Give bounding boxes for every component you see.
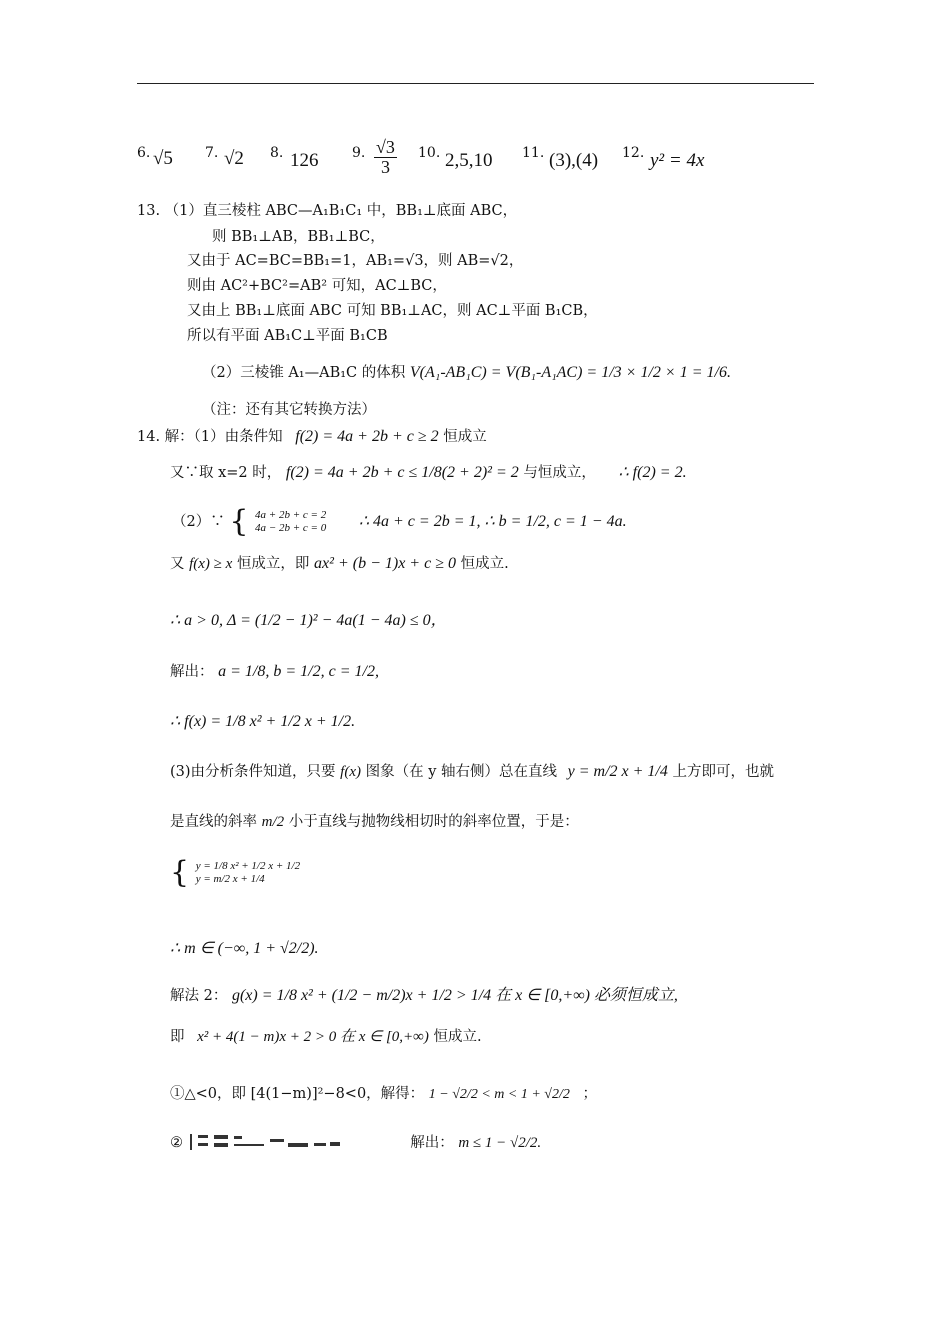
q14-l2-end: ∴ f(2) = 2. bbox=[618, 464, 687, 481]
q14-l10-system bbox=[196, 860, 300, 885]
q14-l3-text: （2）∵ bbox=[172, 514, 225, 530]
q14-l10-sys-1: y = 1/8 x² + 1/2 x + 1/2 bbox=[195, 860, 301, 873]
q13-note: （注：还有其它转换方法） bbox=[202, 402, 376, 418]
answer-7-number: 7. bbox=[205, 145, 219, 161]
q14-l8-a: (3)由分析条件知道，只要 bbox=[170, 764, 336, 780]
q14-l8-b: 图象（在 y 轴右侧）总在直线 bbox=[365, 764, 558, 780]
answer-10-value: 2,5,10 bbox=[445, 150, 493, 171]
q14-l2-tail: 与恒成立， bbox=[523, 465, 596, 481]
q14-l9-f: m/2 bbox=[261, 814, 285, 830]
q14-l15-garbled-system bbox=[188, 1133, 378, 1153]
answer-10-number: 10. bbox=[418, 145, 441, 161]
q14-line-6 bbox=[170, 661, 379, 683]
q14-l4-tail: 恒成立. bbox=[460, 556, 509, 572]
answer-9-number: 9. bbox=[352, 145, 366, 161]
q13-line-5: 又由上 BB₁⊥底面 ABC 可知 BB₁⊥AC，则 AC⊥平面 B₁CB， bbox=[187, 303, 598, 319]
q14-line-14 bbox=[170, 1085, 597, 1105]
q14-l4-text: 又 bbox=[170, 556, 185, 572]
q14-l4-mid: 恒成立，即 bbox=[236, 556, 310, 572]
q14-line-3 bbox=[172, 504, 627, 539]
answer-12-value: y² = 4x bbox=[650, 150, 705, 171]
q14-l3-brace: { bbox=[229, 504, 249, 539]
answer-6-number: 6. bbox=[137, 145, 151, 161]
q14-l9-a: 是直线的斜率 bbox=[170, 814, 257, 830]
q14-line-8 bbox=[170, 761, 774, 783]
q14-l2-text: 又∵取 x=2 时， bbox=[170, 465, 282, 481]
q14-line-7: ∴ f(x) = 1/8 x² + 1/2 x + 1/2. bbox=[170, 713, 356, 730]
q14-line-9 bbox=[170, 812, 579, 833]
answer-6-value: √5 bbox=[153, 148, 173, 169]
q13-line-2: 则 BB₁⊥AB，BB₁⊥BC， bbox=[212, 229, 385, 245]
q14-line-15 bbox=[170, 1133, 541, 1154]
q14-line-13 bbox=[170, 1027, 482, 1048]
q14-l12-formula: g(x) = 1/8 x² + (1/2 − m/2)x + 1/2 > 1/4 在 x ∈ [0,+∞) 必须恒成立, bbox=[231, 987, 678, 1004]
q13-line-3: 又由于 AC=BC=BB₁=1，AB₁=√3，则 AB=√2， bbox=[187, 253, 524, 269]
q14-line-2 bbox=[170, 462, 687, 484]
q14-l4-f1: f(x) ≥ x bbox=[189, 556, 233, 572]
q14-l3-formula: ∴ 4a + c = 2b = 1, ∴ b = 1/2, c = 1 − 4a. bbox=[358, 513, 627, 530]
q14-l6-text: 解出： bbox=[170, 664, 214, 680]
answer-8-value: 126 bbox=[290, 150, 319, 171]
q14-l1-tail: 恒成立 bbox=[443, 429, 487, 445]
answer-9-value bbox=[372, 138, 399, 177]
q14-l15-text: ② bbox=[170, 1135, 183, 1151]
q14-l15-formula: m ≤ 1 − √2/2. bbox=[458, 1135, 542, 1151]
q14-l13-text: 即 bbox=[170, 1029, 185, 1045]
q14-l10-brace: { bbox=[170, 855, 190, 890]
answer-7-value: √2 bbox=[224, 148, 244, 169]
q14-l8-c: 上方即可，也就 bbox=[672, 764, 774, 780]
answer-12-number: 12. bbox=[622, 145, 645, 161]
answer-9-numerator: √3 bbox=[376, 137, 395, 157]
q14-line-11: ∴ m ∈ (−∞, 1 + √2/2). bbox=[170, 940, 319, 957]
q14-l1-formula: f(2) = 4a + 2b + c ≥ 2 bbox=[295, 428, 439, 445]
q14-l12-text: 解法 2： bbox=[170, 988, 228, 1004]
q14-l9-b: 小于直线与抛物线相切时的斜率位置，于是： bbox=[288, 814, 579, 830]
q14-l3-sys-1: 4a + 2b + c = 2 bbox=[255, 509, 327, 522]
q13-volume-text: （2）三棱锥 A₁—AB₁C 的体积 bbox=[202, 365, 406, 381]
header-rule bbox=[137, 83, 814, 84]
q14-l8-line: y = m/2 x + 1/4 bbox=[567, 763, 668, 780]
answer-9-denominator: 3 bbox=[380, 156, 390, 177]
q14-l15-mid: 解出： bbox=[410, 1135, 454, 1151]
q14-l6-formula: a = 1/8, b = 1/2, c = 1/2, bbox=[218, 663, 379, 680]
q14-l3-sys-2: 4a − 2b + c = 0 bbox=[255, 522, 327, 534]
answer-11-value: (3),(4) bbox=[549, 150, 599, 171]
q14-l14-text: ①△<0，即 [4(1−m)]²−8<0，解得： bbox=[170, 1086, 425, 1102]
q14-l13-tail: 恒成立. bbox=[433, 1029, 482, 1045]
q14-l13-formula: x² + 4(1 − m)x + 2 > 0 在 x ∈ [0,+∞) bbox=[197, 1029, 429, 1045]
q14-line-4 bbox=[170, 553, 509, 575]
q13-volume-formula: V(A₁-AB₁C) = V(B₁-A₁AC) = 1/3 × 1/2 × 1 = 1/6. bbox=[409, 364, 731, 381]
q14-l10-sys-2: y = m/2 x + 1/4 bbox=[195, 873, 265, 885]
q14-line-1 bbox=[137, 426, 487, 448]
q14-l8-f: f(x) bbox=[340, 764, 361, 780]
q14-l1-text: 14. 解：（1）由条件知 bbox=[137, 429, 283, 445]
q14-l14-tail: ； bbox=[582, 1086, 597, 1102]
q13-line-4: 则由 AC²+BC²=AB² 可知，AC⊥BC， bbox=[187, 278, 447, 294]
answer-8-number: 8. bbox=[270, 145, 284, 161]
q13-line-1: 13. （1）直三棱柱 ABC—A₁B₁C₁ 中，BB₁⊥底面 ABC， bbox=[137, 203, 518, 219]
q14-l4-f2: ax² + (b − 1)x + c ≥ 0 bbox=[314, 555, 456, 572]
q14-l14-formula: 1 − √2/2 < m < 1 + √2/2 bbox=[428, 1087, 570, 1102]
q13-line-7 bbox=[202, 362, 731, 384]
answer-11-number: 11. bbox=[522, 145, 545, 161]
q14-line-10 bbox=[170, 855, 301, 890]
q14-l2-formula: f(2) = 4a + 2b + c ≤ 1/8(2 + 2)² = 2 bbox=[285, 464, 519, 481]
q14-l3-system bbox=[255, 509, 326, 534]
q14-line-5: ∴ a > 0, Δ = (1/2 − 1)² − 4a(1 − 4a) ≤ 0， bbox=[170, 612, 447, 629]
q14-line-12 bbox=[170, 985, 678, 1007]
q13-line-6: 所以有平面 AB₁C⊥平面 B₁CB bbox=[187, 328, 388, 344]
q14-l15-garbled-glyphs bbox=[188, 1133, 378, 1151]
